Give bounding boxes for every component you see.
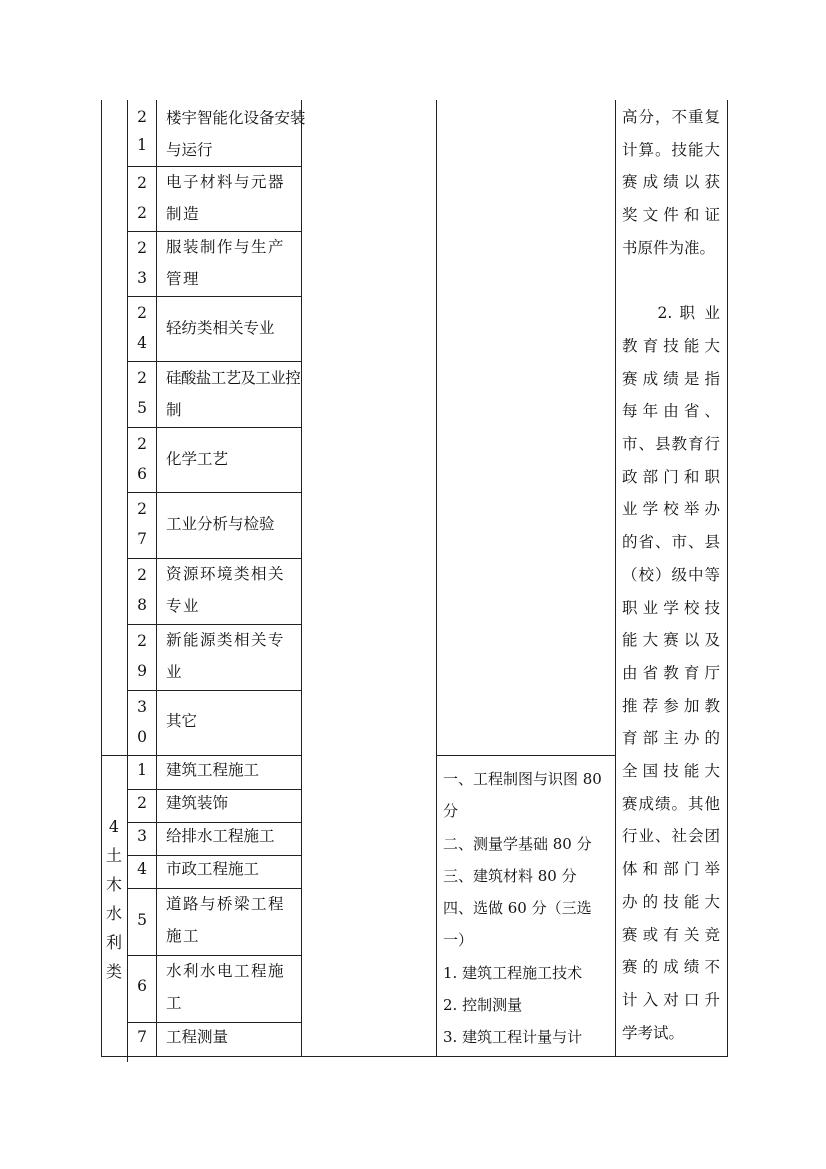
specialty-name: 楼宇智能化设备安装 与运行: [166, 109, 306, 159]
row-number: 3: [137, 827, 147, 845]
specialty-name: 市政工程施工: [166, 860, 260, 878]
col-line-num: [156, 100, 157, 1056]
specialty-name: 硅酸盐工艺及工业控 制: [166, 369, 301, 419]
table-bottom-line: [101, 1056, 728, 1057]
exam-top-line: [436, 755, 616, 756]
specialty-name: 新能源类相关专 业: [166, 631, 286, 681]
row-number: 2 5: [137, 369, 147, 417]
specialty-name: 化学工艺: [166, 450, 229, 468]
exam-subjects: 一、工程制图与识图 80 分 二、测量学基础 80 分 三、建筑材料 80 分 四、选做 60 分（三选 一） 1. 建筑工程施工技术 2. 控制测量 3. 建筑工程计量与计: [443, 770, 602, 1047]
row-number: 4: [137, 860, 147, 878]
specialty-name: 资源环境类相关 专业: [166, 565, 286, 615]
row-number: 2 7: [137, 500, 147, 548]
specialty-name: 服装制作与生产 管理: [166, 238, 286, 288]
row-number: 5: [137, 911, 147, 929]
row-number: 2 1: [137, 108, 147, 154]
col-line-exam: [615, 100, 616, 1056]
row-number: 3 0: [137, 698, 147, 746]
notes-text: 高分，不重复 计算。技能大 赛成绩以获 奖文件和证 书原件为准。 2. 职 业 教育技能大 赛成绩是指 每年由省、 市、县教育行 政部门和职 业学校举办 的省、市、县 （校）级中等 职业学校技 能大赛以及 由省教育厅 推荐参加教 育部主办的 全国技能大 赛成绩。其他 行业、社会团 体和部门举 办的技能大 赛或有关竞 赛的成绩不 计入对口升 学考试。: [622, 108, 720, 1042]
specialty-name: 工程测量: [166, 1028, 229, 1046]
specialty-name: 给排水工程施工: [166, 827, 275, 845]
row-line: [127, 427, 302, 428]
specialty-name: 建筑装饰: [166, 794, 229, 812]
specialty-name: 轻纺类相关专业: [166, 319, 275, 337]
specialty-name: 建筑工程施工: [166, 761, 260, 779]
category-label: 4 土 木 水 利 类: [105, 817, 122, 981]
row-line: [127, 690, 302, 691]
col-line-name: [301, 100, 302, 1056]
specialty-name: 道路与桥梁工程 施工: [166, 895, 286, 945]
row-number: 7: [137, 1028, 147, 1046]
row-number: 2 2: [137, 174, 147, 222]
row-number: 2 4: [137, 304, 147, 352]
row-number: 6: [137, 977, 147, 995]
specialty-name: 水利水电工程施 工: [166, 962, 286, 1012]
row-number: 2: [137, 794, 147, 812]
row-line: [127, 492, 302, 493]
specialty-name: 电子材料与元器 制造: [166, 173, 286, 223]
col-line-mid: [436, 100, 437, 1056]
row-number: 2 6: [137, 435, 147, 483]
row-number: 2 9: [137, 632, 147, 680]
row-line: [127, 296, 302, 297]
row-number: 1: [137, 761, 147, 779]
col-line-right: [727, 100, 728, 1056]
row-number: 2 3: [137, 239, 147, 287]
row-number: 2 8: [137, 566, 147, 614]
specialty-name: 工业分析与检验: [166, 515, 275, 533]
specialty-name: 其它: [166, 712, 198, 730]
